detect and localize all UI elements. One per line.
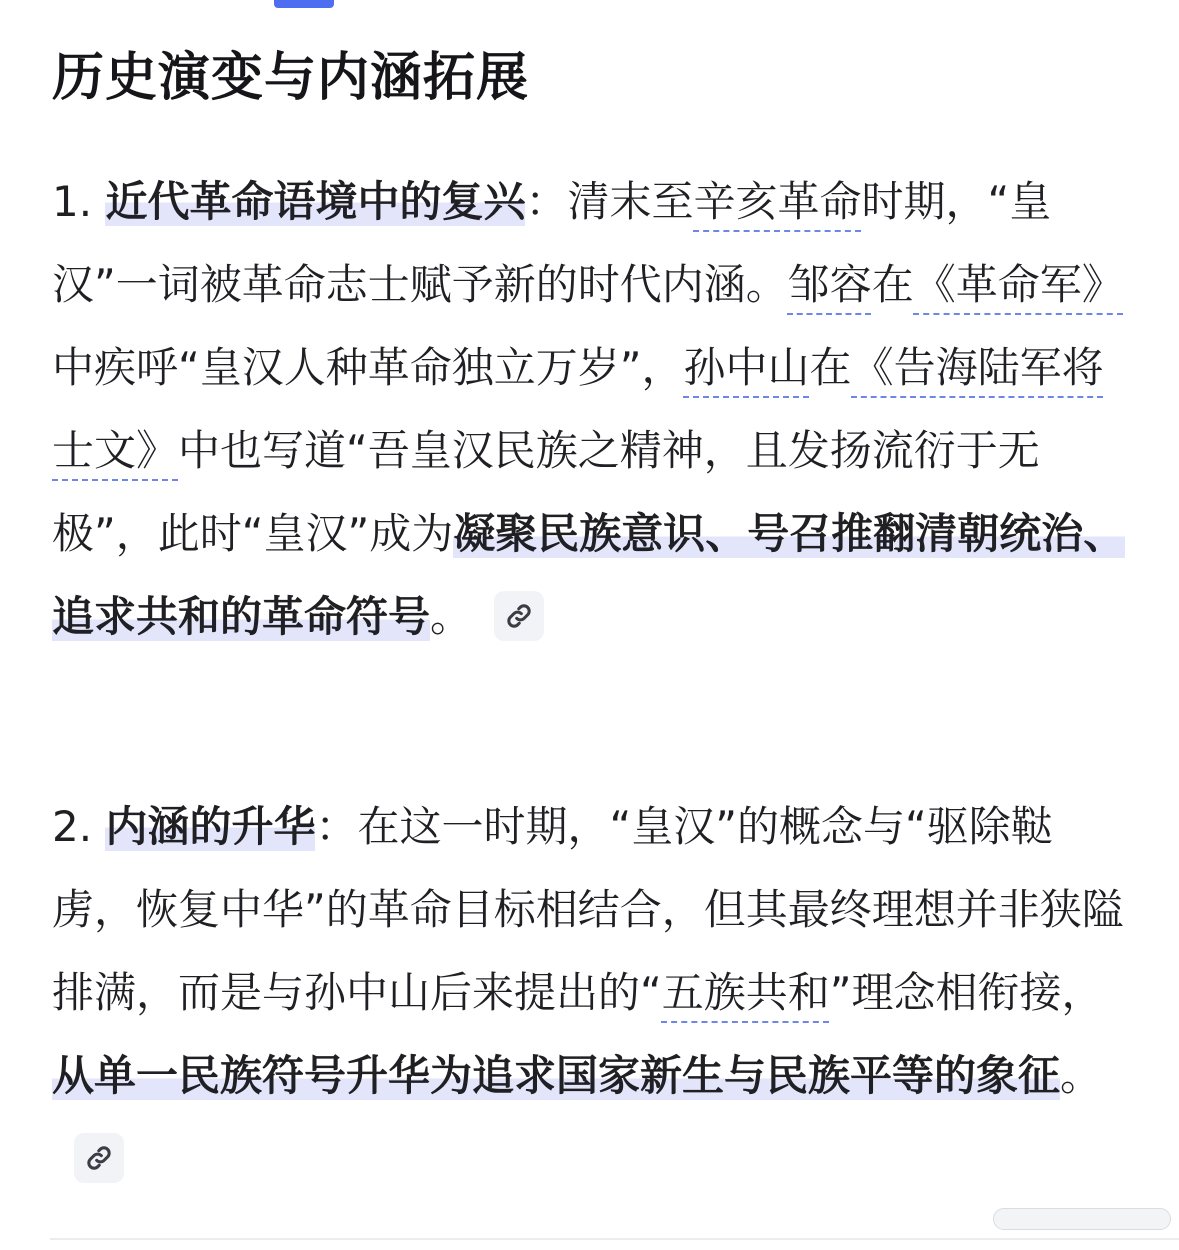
section-text: ： — [525, 177, 568, 226]
section-heading: 内涵的升华 — [105, 802, 316, 851]
entity-link-wuzu-gonghe[interactable]: 五族共和 — [661, 968, 830, 1017]
section-text: 在 — [871, 260, 914, 309]
section-text: 清末至 — [567, 177, 694, 226]
section-number: 1. — [52, 177, 93, 226]
page-title: 历史演变与内涵拓展 — [52, 48, 530, 108]
section-text: 在这一时期，“皇汉”的概念与“驱除鞑虏，恢复中华”的革命目标相结合，但其最终理想并非狭隘排满，而是与孙中山后来提出的“ — [52, 802, 1124, 1017]
section-text: 。 — [430, 592, 473, 641]
source-link-button[interactable] — [74, 1133, 124, 1183]
entity-link-gao-haiiu-jun[interactable]: 《告海陆军将士文》 — [52, 343, 1104, 475]
link-icon — [505, 602, 533, 630]
highlighted-conclusion: 凝聚民族意识、号召推翻清朝统治、追求共和的革命符号 — [52, 509, 1126, 641]
section-text: 。 — [1060, 1051, 1103, 1100]
section-heading: 近代革命语境中的复兴 — [105, 177, 526, 226]
entity-link-zou-rong[interactable]: 邹容 — [787, 260, 872, 309]
section-text: 时期，“皇汉”一词被革命志士赋予新的时代内涵。 — [52, 177, 1052, 309]
highlighted-conclusion: 从单一民族符号升华为追求国家新生与民族平等的象征 — [52, 1051, 1061, 1100]
section-2 — [52, 785, 1132, 1200]
section-text: 中也写道“吾皇汉民族之精神，且发扬流衍于无极”，此时“皇汉”成为 — [52, 426, 1040, 558]
section-text: 中疾呼“皇汉人种革命独立万岁”， — [52, 343, 684, 392]
entity-link-sun-yat-sen[interactable]: 孙中山 — [683, 343, 810, 392]
source-link-button[interactable] — [494, 591, 544, 641]
section-text: ”理念相衔接， — [829, 968, 1104, 1017]
section-text: 在 — [809, 343, 852, 392]
scroll-handle[interactable] — [993, 1208, 1171, 1230]
entity-link-geming-jun[interactable]: 《革命军》 — [913, 260, 1124, 309]
section-text: ： — [315, 802, 358, 851]
section-1 — [52, 160, 1132, 658]
section-number: 2. — [52, 802, 93, 851]
active-tab-indicator — [274, 0, 334, 8]
entity-link-xinhai-revolution[interactable]: 辛亥革命 — [693, 177, 862, 226]
link-icon — [85, 1144, 113, 1172]
divider — [50, 1238, 1179, 1240]
